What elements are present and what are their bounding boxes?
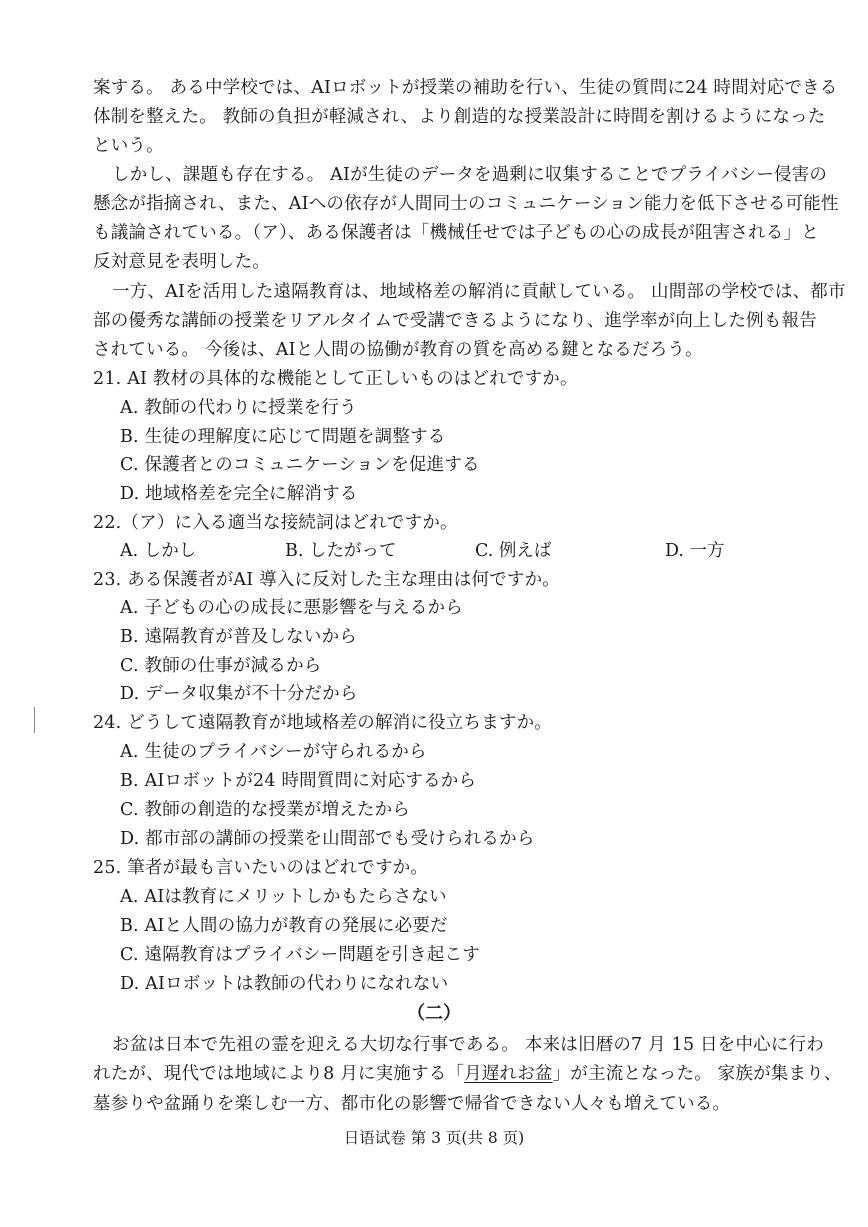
section2-text: 」が主流となった。 家族が集まり、 (552, 1064, 842, 1084)
question-22-option-b: B. したがって (285, 541, 397, 561)
margin-mark (34, 707, 35, 733)
question-25-option-d: D. AIロボットは教師の代わりになれない (120, 974, 449, 994)
section2-line (93, 1062, 842, 1086)
question-24-option-d: D. 都市部の講師の授業を山間部でも受けられるから (120, 829, 535, 849)
section2-line: 墓参りや盆踊りを楽しむ一方、都市化の影響で帰省できない人々も増えている。 (93, 1094, 731, 1114)
question-25-option-b: B. AIと人間の協力が教育の発展に必要だ (120, 916, 448, 936)
passage-line: も議論されている。（ア）、ある保護者は「機械任せでは子どもの心の成長が阻害される」と (93, 223, 819, 243)
passage-line: 体制を整えた。 教師の負担が軽減され、より創造的な授業設計に時間を割けるようになった (93, 107, 826, 127)
passage-line: 案する。 ある中学校では、AIロボットが授業の補助を行い、生徒の質問に24 時間対応できる (93, 78, 838, 98)
page-footer: 日语试卷 第 3 页(共 8 页) (343, 1129, 525, 1147)
passage-line: 反対意見を表明した。 (93, 252, 270, 272)
question-23-stem: 23. ある保護者がAI 導入に反対した主な理由は何ですか。 (93, 570, 561, 590)
question-22-option-a: A. しかし (120, 541, 197, 561)
section-heading: （二） (407, 1003, 461, 1024)
passage-line: 一方、AIを活用した遠隔教育は、地域格差の解消に貢献している。 山間部の学校では、都市 (112, 282, 846, 302)
question-24-option-b: B. AIロボットが24 時間質問に対応するから (120, 771, 477, 791)
question-21-option-a: A. 教師の代わりに授業を行う (120, 398, 357, 418)
question-25-option-a: A. AIは教育にメリットしかもたらさない (120, 887, 447, 907)
passage-line: 部の優秀な講師の授業をリアルタイムで受講できるようになり、進学率が向上した例も報告 (93, 311, 817, 331)
question-24-option-c: C. 教師の創造的な授業が増えたから (120, 800, 410, 820)
question-23-option-c: C. 教師の仕事が減るから (120, 656, 322, 676)
question-24-option-a: A. 生徒のプライバシーが守られるから (120, 742, 427, 762)
underlined-term: 月遅れお盆 (464, 1064, 553, 1084)
question-23-option-d: D. データ収集が不十分だから (120, 684, 358, 704)
passage-line: しかし、課題も存在する。 AIが生徒のデータを過剰に収集することでプライバシー侵害の (112, 165, 828, 185)
section2-line: お盆は日本で先祖の霊を迎える大切な行事である。 本来は旧暦の7 月 15 日を中心に行わ (112, 1035, 824, 1055)
question-21-stem: 21. AI 教材の具体的な機能として正しいものはどれですか。 (93, 369, 578, 389)
question-24-stem: 24. どうして遠隔教育が地域格差の解消に役立ちますか。 (93, 713, 552, 733)
question-23-option-a: A. 子どもの心の成長に悪影響を与えるから (120, 598, 463, 618)
question-25-stem: 25. 筆者が最も言いたいのはどれですか。 (93, 858, 429, 878)
question-25-option-c: C. 遠隔教育はプライバシー問題を引き起こす (120, 945, 480, 965)
passage-line: されている。 今後は、AIと人間の協働が教育の質を高める鍵となるだろう。 (93, 340, 703, 360)
question-21-option-d: D. 地域格差を完全に解消する (120, 484, 358, 504)
passage-line: 懸念が指摘され、また、AIへの依存が人間同士のコミュニケーション能力を低下させる可能性 (93, 194, 839, 214)
question-22-option-c: C. 例えば (475, 541, 552, 561)
question-22-stem: 22.（ア）に入る適当な接続詞はどれですか。 (93, 513, 458, 533)
passage-line: という。 (93, 136, 164, 156)
question-21-option-c: C. 保護者とのコミュニケーションを促進する (120, 455, 480, 475)
question-23-option-b: B. 遠隔教育が普及しないから (120, 627, 357, 647)
question-21-option-b: B. 生徒の理解度に応じて問題を調整する (120, 427, 446, 447)
section2-text: れたが、現代では地域により8 月に実施する「 (93, 1064, 465, 1084)
question-22-option-d: D. 一方 (665, 541, 725, 561)
